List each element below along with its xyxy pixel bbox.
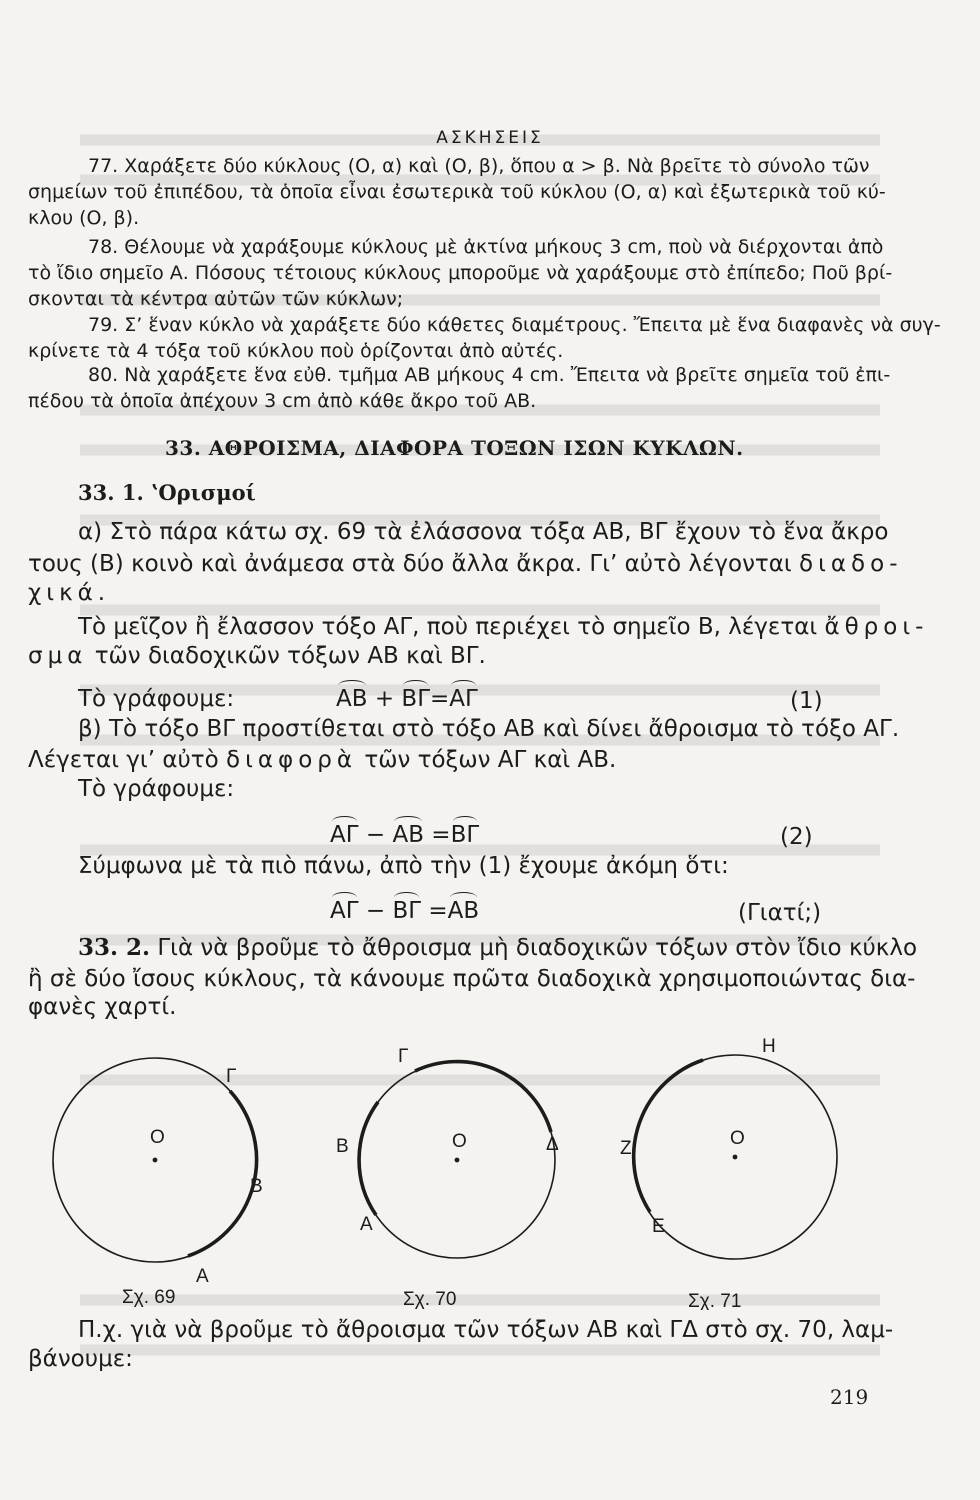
fig69-arc-ag bbox=[188, 1091, 257, 1256]
equation-1 bbox=[336, 686, 478, 712]
equation-3-note: (Γιατί;) bbox=[738, 900, 822, 926]
fig71-center-dot bbox=[733, 1155, 738, 1160]
eq3-equals: = bbox=[428, 898, 448, 924]
equation-3 bbox=[330, 898, 479, 924]
para-a-line-2-text: τους (Β) κοινὸ καὶ ἀνάμεσα στὰ δύο ἄλλα ἄκρα. Γι’ αὐτὸ λέγονται bbox=[28, 551, 792, 577]
section-title: 33. ΑΘΡΟΙΣΜΑ, ΔΙΑΦΟΡΑ ΤΟΞΩΝ ΙΣΩΝ ΚΥΚΛΩΝ. bbox=[165, 436, 744, 460]
fig69-label-b: Β bbox=[250, 1176, 263, 1197]
para-e-line-1: Π.χ. γιὰ νὰ βροῦμε τὸ ἄθροισμα τῶν τόξων ΑΒ καὶ ΓΔ στὸ σχ. 70, λαμ- bbox=[78, 1317, 894, 1343]
equation-2 bbox=[330, 822, 479, 848]
exercise-78-line-1: 78. Θέλουμε νὰ χαράξουμε κύκλους μὲ ἀκτίνα μήκους 3 cm, ποὺ νὰ διέρχονται ἀπὸ bbox=[88, 236, 884, 258]
para-d-line-1 bbox=[78, 934, 917, 961]
fig70-label-center: Ο bbox=[452, 1131, 467, 1152]
fig71-label-e: Ε bbox=[652, 1216, 665, 1237]
fig70-center-dot bbox=[455, 1158, 460, 1163]
fig71-arc-eh bbox=[634, 1060, 703, 1212]
fig70-label-b: Β bbox=[336, 1136, 349, 1157]
eq2-arc-ag: ΑΓ bbox=[330, 822, 359, 848]
exercise-77-line-1: 77. Χαράξετε δύο κύκλους (Ο, α) καὶ (Ο, β), ὅπου α > β. Νὰ βρεῖτε τὸ σύνολο τῶν bbox=[88, 155, 870, 177]
exercise-77-line-2: σημείων τοῦ ἐπιπέδου, τὰ ὁποῖα εἶναι ἐσωτερικὰ τοῦ κύκλου (Ο, α) καὶ ἐξωτερικὰ τοῦ κύ- bbox=[28, 181, 886, 203]
eq3-minus: − bbox=[365, 898, 386, 924]
fig70-label-d: Δ bbox=[546, 1134, 559, 1155]
fig71-label-center: Ο bbox=[730, 1128, 745, 1149]
para-b-line-2-text: Λέγεται γι’ αὐτὸ bbox=[28, 747, 219, 773]
term-sum-end: σμα bbox=[28, 643, 88, 669]
para-b-line-2 bbox=[28, 747, 616, 773]
figures-area bbox=[0, 1020, 980, 1310]
para-a-line-4 bbox=[78, 614, 928, 640]
para-b-line-3: Τὸ γράφουμε: bbox=[78, 776, 235, 802]
page-number: 219 bbox=[830, 1385, 869, 1409]
exercises-title: ΑΣΚΗΣΕΙΣ bbox=[436, 128, 544, 148]
fig70-label-a: Α bbox=[360, 1214, 373, 1235]
para-c: Σύμφωνα μὲ τὰ πιὸ πάνω, ἀπὸ τὴν (1) ἔχουμε ἀκόμη ὅτι: bbox=[78, 853, 729, 879]
subsection-title: 33. 1. ʽΟρισμοί bbox=[78, 480, 256, 505]
eq3-arc-bg: ΒΓ bbox=[392, 898, 422, 924]
para-d-line-3: φανὲς χαρτί. bbox=[28, 994, 177, 1020]
exercise-79-line-2: κρίνετε τὰ 4 τόξα τοῦ κύκλου ποὺ ὁρίζονται ἀπὸ αὐτές. bbox=[28, 340, 564, 362]
eq1-arc-ag: ΑΓ bbox=[449, 686, 478, 712]
fig71-label-h: Η bbox=[762, 1036, 776, 1057]
exercise-78-line-2: τὸ ἴδιο σημεῖο Α. Πόσους τέτοιους κύκλους μποροῦμε νὰ χαράξουμε στὸ ἐπίπεδο; Ποῦ βρί- bbox=[28, 262, 893, 284]
fig69-label-a: Α bbox=[196, 1266, 209, 1287]
eq1-plus: + bbox=[374, 686, 395, 712]
term-difference: διαφορὰ bbox=[226, 747, 358, 773]
equation-1-lead: Τὸ γράφουμε: bbox=[78, 686, 235, 712]
fig71-caption: Σχ. 71 bbox=[688, 1291, 742, 1310]
para-a-line-1: α) Στὸ πάρα κάτω σχ. 69 τὰ ἐλάσσονα τόξα ΑΒ, ΒΓ ἔχουν τὸ ἕνα ἄκρο bbox=[78, 519, 889, 545]
para-d-number: 33. 2. bbox=[78, 934, 151, 961]
eq3-arc-ab: ΑΒ bbox=[447, 898, 480, 924]
term-successive: διαδο- bbox=[799, 551, 903, 577]
eq2-arc-bg: ΒΓ bbox=[450, 822, 480, 848]
eq1-arc-bg: ΒΓ bbox=[401, 686, 431, 712]
equation-2-number: (2) bbox=[780, 824, 813, 850]
eq2-arc-ab: ΑΒ bbox=[392, 822, 424, 848]
eq3-arc-ag: ΑΓ bbox=[330, 898, 359, 924]
fig70-caption: Σχ. 70 bbox=[403, 1289, 457, 1310]
fig69-label-center: Ο bbox=[150, 1127, 165, 1148]
para-a-line-2 bbox=[28, 551, 903, 577]
eq1-arc-ab: ΑΒ bbox=[336, 686, 368, 712]
para-b-line-1: β) Τὸ τόξο ΒΓ προστίθεται στὸ τόξο ΑΒ καὶ δίνει ἄθροισμα τὸ τόξο ΑΓ. bbox=[78, 716, 900, 742]
para-a-line-5 bbox=[28, 643, 486, 669]
eq1-equals: = bbox=[430, 686, 450, 712]
eq2-equals: = bbox=[431, 822, 451, 848]
para-d-line-1-text: Γιὰ νὰ βροῦμε τὸ ἄθροισμα μὴ διαδοχικῶν τόξων στὸν ἴδιο κύκλο bbox=[157, 935, 918, 961]
para-a-line-5-text: τῶν διαδοχικῶν τόξων ΑΒ καὶ ΒΓ. bbox=[94, 643, 486, 669]
fig69-center-dot bbox=[153, 1158, 158, 1163]
exercise-80-line-2: πέδου τὰ ὁποῖα ἀπέχουν 3 cm ἀπὸ κάθε ἄκρο τοῦ ΑΒ. bbox=[28, 390, 537, 412]
fig70-arc-gd bbox=[415, 1062, 551, 1132]
exercise-78-line-3: σκονται τὰ κέντρα αὐτῶν τῶν κύκλων; bbox=[28, 288, 404, 310]
exercise-79-line-1: 79. Σ’ ἕναν κύκλο νὰ χαράξετε δύο κάθετες διαμέτρους. Ἔπειτα μὲ ἕνα διαφανὲς νὰ συγ- bbox=[88, 314, 941, 336]
para-b-line-2-end: τῶν τόξων ΑΓ καὶ ΑΒ. bbox=[364, 747, 617, 773]
fig69-label-g: Γ bbox=[226, 1066, 237, 1087]
equation-1-number: (1) bbox=[790, 688, 823, 714]
exercise-80-line-1: 80. Νὰ χαράξετε ἕνα εὐθ. τμῆμα ΑΒ μήκους 4 cm. Ἔπειτα νὰ βρεῖτε σημεῖα τοῦ ἐπι- bbox=[88, 364, 891, 386]
para-e-line-2: βάνουμε: bbox=[28, 1346, 133, 1372]
eq2-minus: − bbox=[365, 822, 386, 848]
fig70-arc-ab bbox=[359, 1102, 378, 1215]
para-a-line-4-text: Τὸ μεῖζον ἢ ἔλασσον τόξο ΑΓ, ποὺ περιέχει τὸ σημεῖο Β, λέγεται bbox=[78, 614, 818, 640]
fig71-label-z: Ζ bbox=[620, 1138, 632, 1159]
term-successive-end: χικά. bbox=[28, 580, 111, 606]
term-sum: ἄθροι- bbox=[824, 614, 929, 640]
fig69-caption: Σχ. 69 bbox=[122, 1287, 176, 1308]
fig70-label-g: Γ bbox=[398, 1046, 409, 1067]
exercise-77-line-3: κλου (Ο, β). bbox=[28, 207, 140, 229]
para-d-line-2: ἢ σὲ δύο ἴσους κύκλους, τὰ κάνουμε πρῶτα διαδοχικὰ χρησιμοποιώντας δια- bbox=[28, 966, 916, 992]
